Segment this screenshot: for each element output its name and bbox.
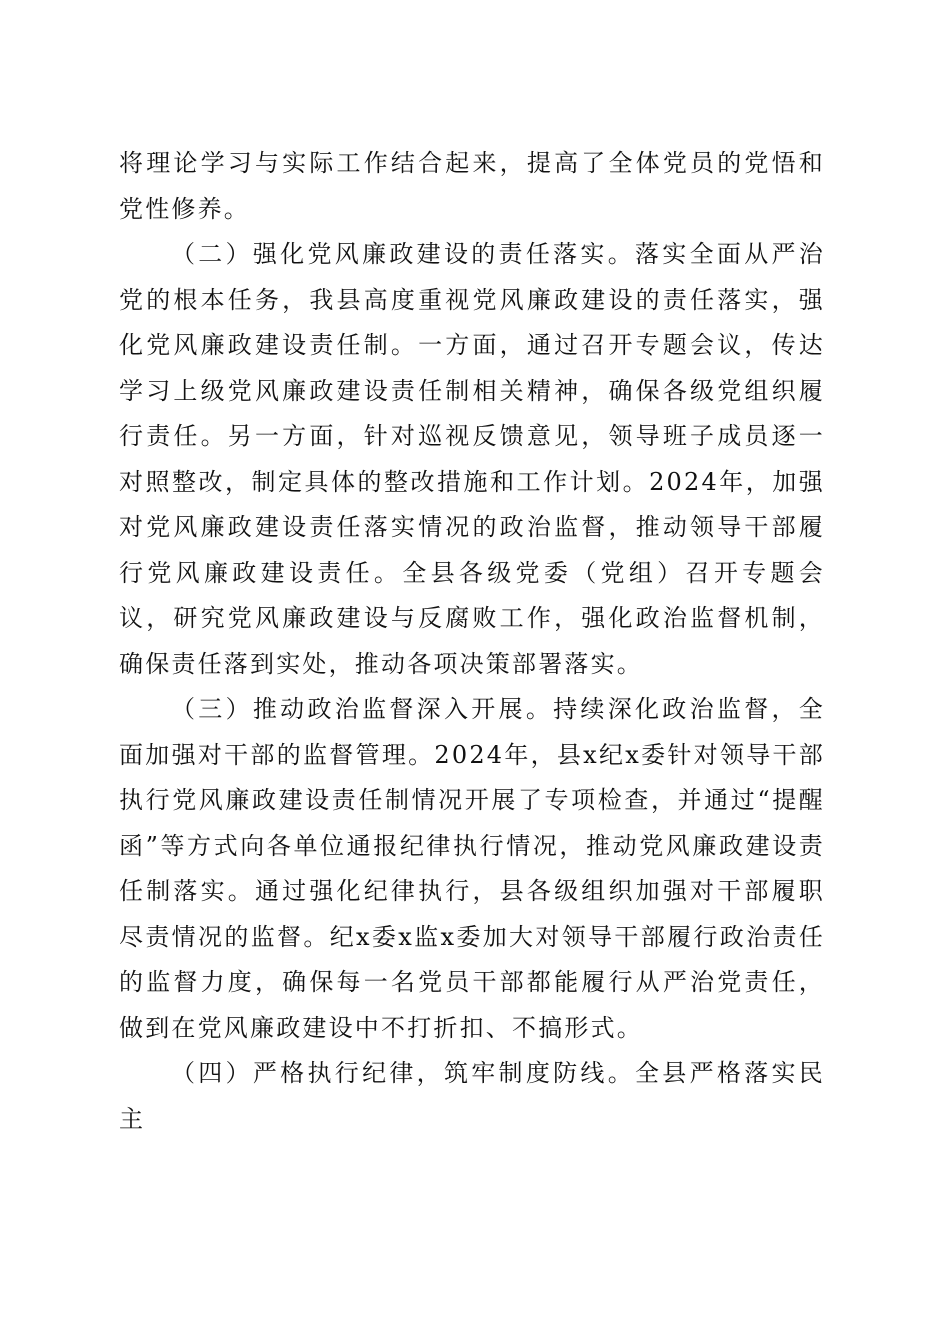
- paragraph-section-4: （四）严格执行纪律，筑牢制度防线。全县严格落实民主: [119, 1059, 825, 1133]
- paragraph-continuation: 将理论学习与实际工作结合起来，提高了全体党员的党悟和党性修养。: [119, 149, 825, 223]
- paragraph-section-2: （二）强化党风廉政建设的责任落实。落实全面从严治党的根本任务，我县高度重视党风廉政建设的责任落实，强化党风廉政建设责任制。一方面，通过召开专题会议，传达学习上级党风廉政建设责任制相关精神，确保各级党组织履行责任。另一方面，针对巡视反馈意见，领导班子成员逐一对照整改，制定具体的整改措施和工作计划。2024年，加强对党风廉政建设责任落实情况的政治监督，推动领导干部履行党风廉政建设责任。全县各级党委（党组）召开专题会议，研究党风廉政建设与反腐败工作，强化政治监督机制，确保责任落到实处，推动各项决策部署落实。: [119, 240, 825, 678]
- paragraph-section-3: （三）推动政治监督深入开展。持续深化政治监督，全面加强对干部的监督管理。2024年，县x纪x委针对领导干部执行党风廉政建设责任制情况开展了专项检查，并通过“提醒函”等方式向各单位通报纪律执行情况，推动党风廉政建设责任制落实。通过强化纪律执行，县各级组织加强对干部履职尽责情况的监督。纪x委x监x委加大对领导干部履行政治责任的监督力度，确保每一名党员干部都能履行从严治党责任，做到在党风廉政建设中不打折扣、不搞形式。: [119, 695, 825, 1042]
- document-body: [119, 141, 825, 1142]
